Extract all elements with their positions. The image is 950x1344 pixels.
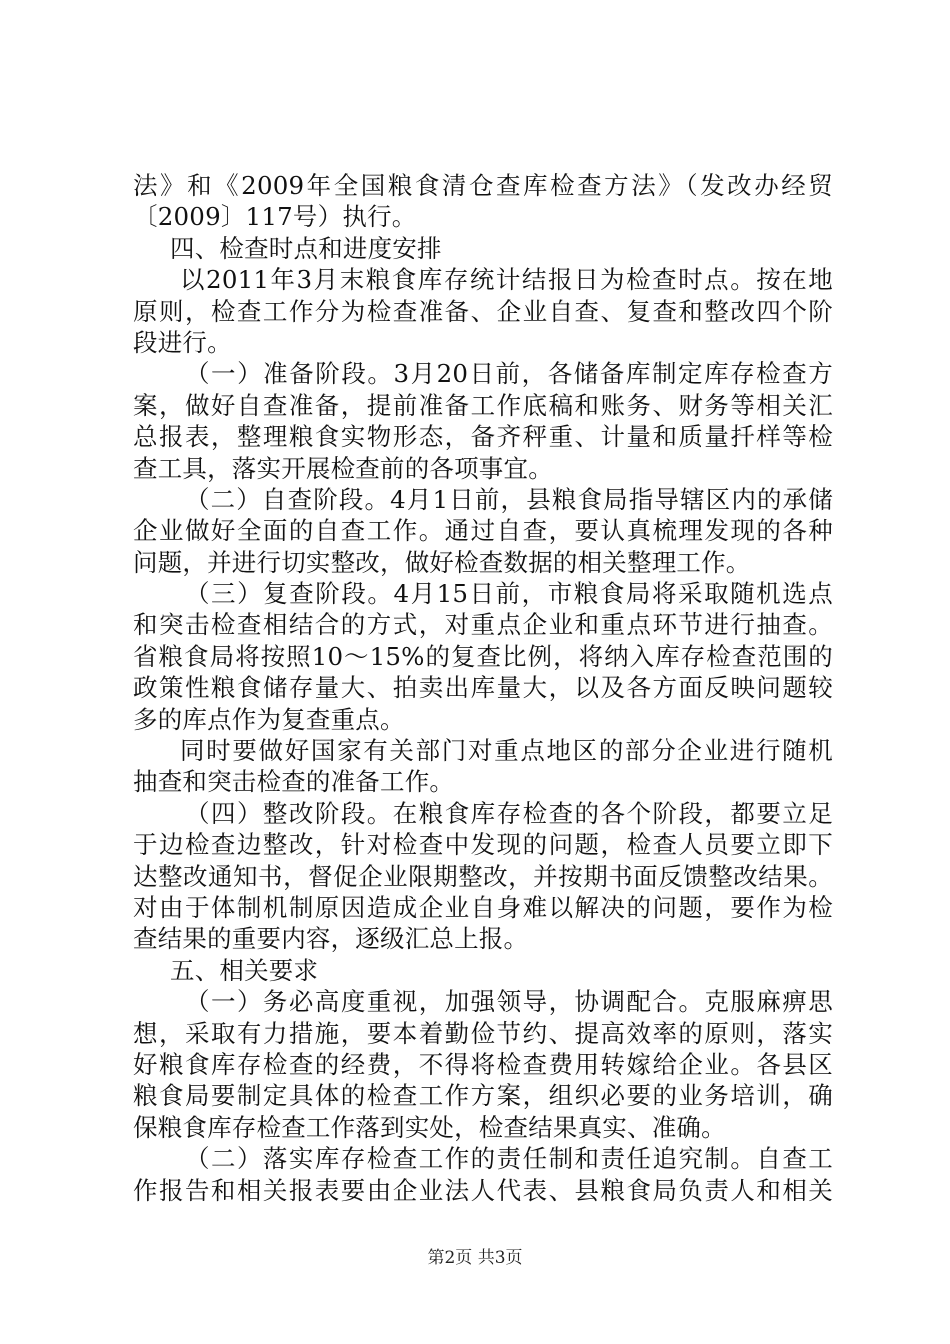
text-line: 保粮食库存检查工作落到实处，检查结果真实、准确。 bbox=[133, 1112, 726, 1142]
text-line: 作报告和相关报表要由企业法人代表、县粮食局负责人和相关 bbox=[133, 1175, 833, 1205]
text-line: 同时要做好国家有关部门对重点地区的部分企业进行随机 bbox=[180, 736, 833, 766]
text-line: 问题，并进行切实整改，做好检查数据的相关整理工作。 bbox=[133, 547, 751, 577]
text-line: 对由于体制机制原因造成企业自身难以解决的问题，要作为检 bbox=[133, 892, 833, 922]
text-line: 和突击检查相结合的方式，对重点企业和重点环节进行抽查。 bbox=[133, 610, 833, 640]
text-line: 法》和《2009年全国粮食清仓查库检查方法》（发改办经贸 bbox=[133, 171, 833, 200]
document-body bbox=[133, 170, 833, 1206]
text-line: 〔2009〕117号）执行。 bbox=[133, 202, 417, 232]
text-line: 查结果的重要内容，逐级汇总上报。 bbox=[133, 924, 529, 954]
text-line: 以2011年3月末粮食库存统计结报日为检查时点。按在地 bbox=[180, 265, 833, 295]
text-line: （三）复查阶段。4月15日前，市粮食局将采取随机选点 bbox=[185, 579, 833, 609]
text-line: 好粮食库存检查的经费，不得将检查费用转嫁给企业。各县区 bbox=[133, 1049, 833, 1079]
text-line: （四）整改阶段。在粮食库存检查的各个阶段，都要立足 bbox=[185, 798, 833, 828]
text-line: 政策性粮食储存量大、拍卖出库量大，以及各方面反映问题较 bbox=[133, 673, 833, 703]
text-line: 原则，检查工作分为检查准备、企业自查、复查和整改四个阶 bbox=[133, 296, 833, 326]
text-line: （二）落实库存检查工作的责任制和责任追究制。自查工 bbox=[185, 1144, 833, 1174]
text-line: 想，采取有力措施，要本着勤俭节约、提高效率的原则，落实 bbox=[133, 1018, 833, 1048]
text-line: 案，做好自查准备，提前准备工作底稿和账务、财务等相关汇 bbox=[133, 390, 833, 420]
text-line: （一）务必高度重视，加强领导，协调配合。克服麻痹思 bbox=[185, 987, 833, 1017]
text-line: 多的库点作为复查重点。 bbox=[133, 704, 405, 734]
text-line: 查工具，落实开展检查前的各项事宜。 bbox=[133, 453, 553, 483]
section-heading: 四、检查时点和进度安排 bbox=[170, 233, 442, 263]
text-line: 省粮食局将按照10～15%的复查比例，将纳入库存检查范围的 bbox=[133, 641, 833, 671]
text-line: 段进行。 bbox=[133, 327, 232, 357]
page-number: 第2页 共3页 bbox=[427, 1248, 523, 1268]
text-line: （一）准备阶段。3月20日前，各储备库制定库存检查方 bbox=[185, 359, 833, 389]
text-line: （二）自查阶段。4月1日前，县粮食局指导辖区内的承储 bbox=[185, 484, 833, 514]
text-line: 粮食局要制定具体的检查工作方案，组织必要的业务培训，确 bbox=[133, 1081, 833, 1111]
text-line: 于边检查边整改，针对检查中发现的问题，检查人员要立即下 bbox=[133, 830, 833, 860]
text-line: 抽查和突击检查的准备工作。 bbox=[133, 767, 455, 797]
text-line: 达整改通知书，督促企业限期整改，并按期书面反馈整改结果。 bbox=[133, 861, 833, 891]
text-line: 企业做好全面的自查工作。通过自查，要认真梳理发现的各种 bbox=[133, 516, 833, 546]
section-heading: 五、相关要求 bbox=[170, 955, 319, 985]
text-line: 总报表，整理粮食实物形态，备齐秤重、计量和质量扦样等检 bbox=[133, 422, 833, 452]
